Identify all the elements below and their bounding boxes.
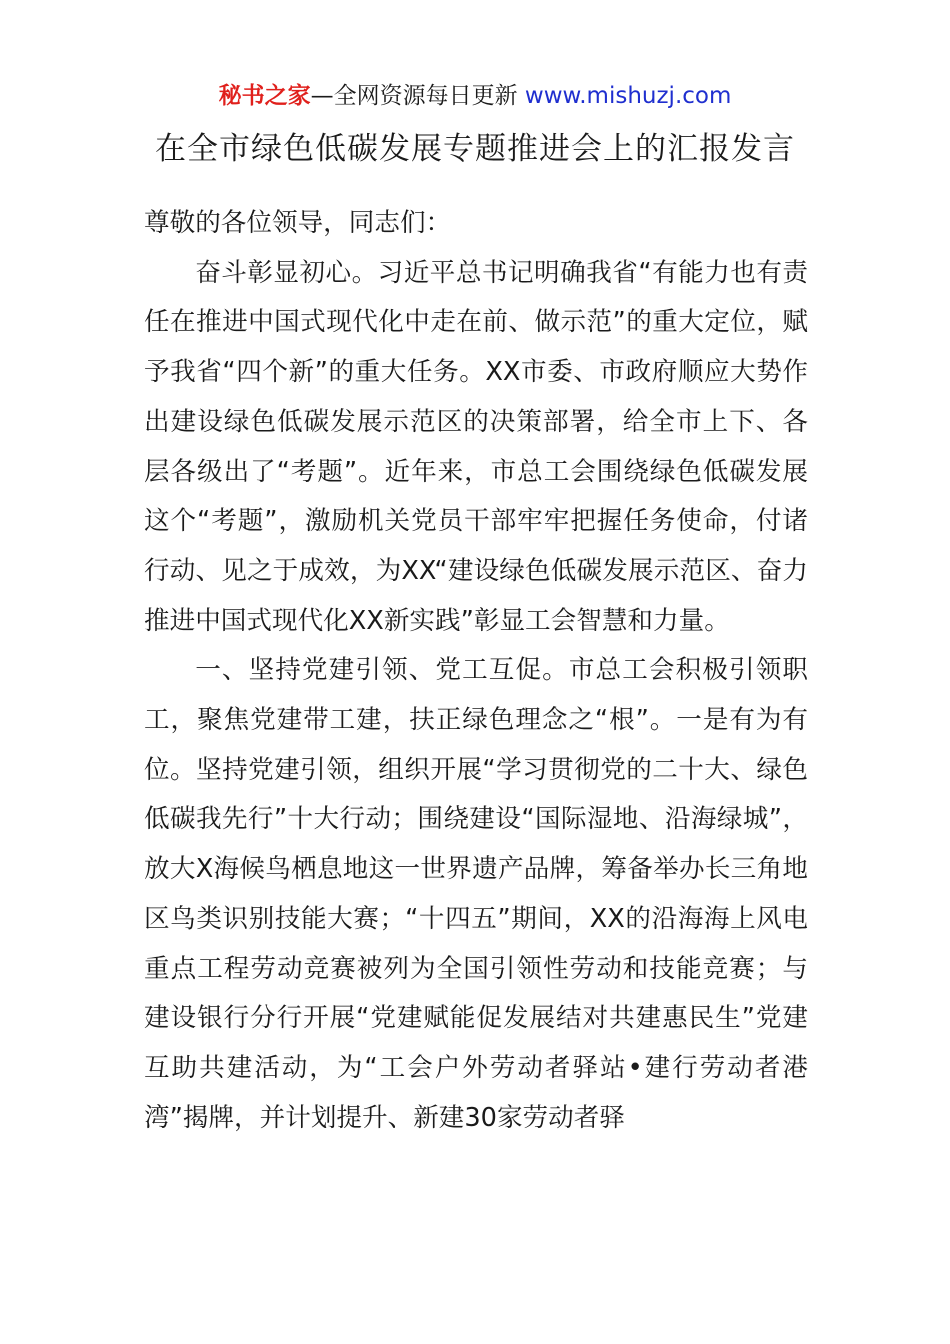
site-tagline: —全网资源每日更新 <box>310 83 518 109</box>
site-name: 秘书之家 <box>218 83 311 109</box>
paragraph-1: 奋斗彰显初心。习近平总书记明确我省“有能力也有责任在推进中国式现代化中走在前、做示范”的重大定位，赋予我省“四个新”的重大任务。XX市委、市政府顺应大势作出建设绿色低碳发展示范区的决策部署，给全市上下、各层各级出了“考题”。近年来，市总工会围绕绿色低碳发展这个“考题”，激励机关党员干部牢牢把握任务使命，付诸行动、见之于成效，为XX“建设绿色低碳发展示范区、奋力推进中国式现代化XX新实践”彰显工会智慧和力量。 <box>144 257 808 636</box>
paragraph-2: 一、坚持党建引领、党工互促。市总工会积极引领职工，聚焦党建带工建，扶正绿色理念之“根”。一是有为有位。坚持党建引领，组织开展“学习贯彻党的二十大、绿色低碳我先行”十大行动；围绕建设“国际湿地、沿海绿城”，放大X海候鸟栖息地这一世界遗产品牌，筹备举办长三角地区鸟类识别技能大赛；“十四五”期间，XX的沿海海上风电重点工程劳动竞赛被列为全国引领性劳动和技能竞赛；与建设银行分行开展“党建赋能促发展结对共建惠民生”党建互助共建活动，为“工会户外劳动者驿站•建行劳动者港湾”揭牌，并计划提升、新建30家劳动者驿 <box>144 655 808 1133</box>
document-title: 在全市绿色低碳发展专题推进会上的汇报发言 <box>155 131 795 167</box>
document-body <box>144 199 808 1143</box>
site-header <box>0 80 950 112</box>
site-url-link[interactable]: www.mishuzj.com <box>524 83 732 109</box>
salutation: 尊敬的各位领导，同志们： <box>144 208 452 238</box>
